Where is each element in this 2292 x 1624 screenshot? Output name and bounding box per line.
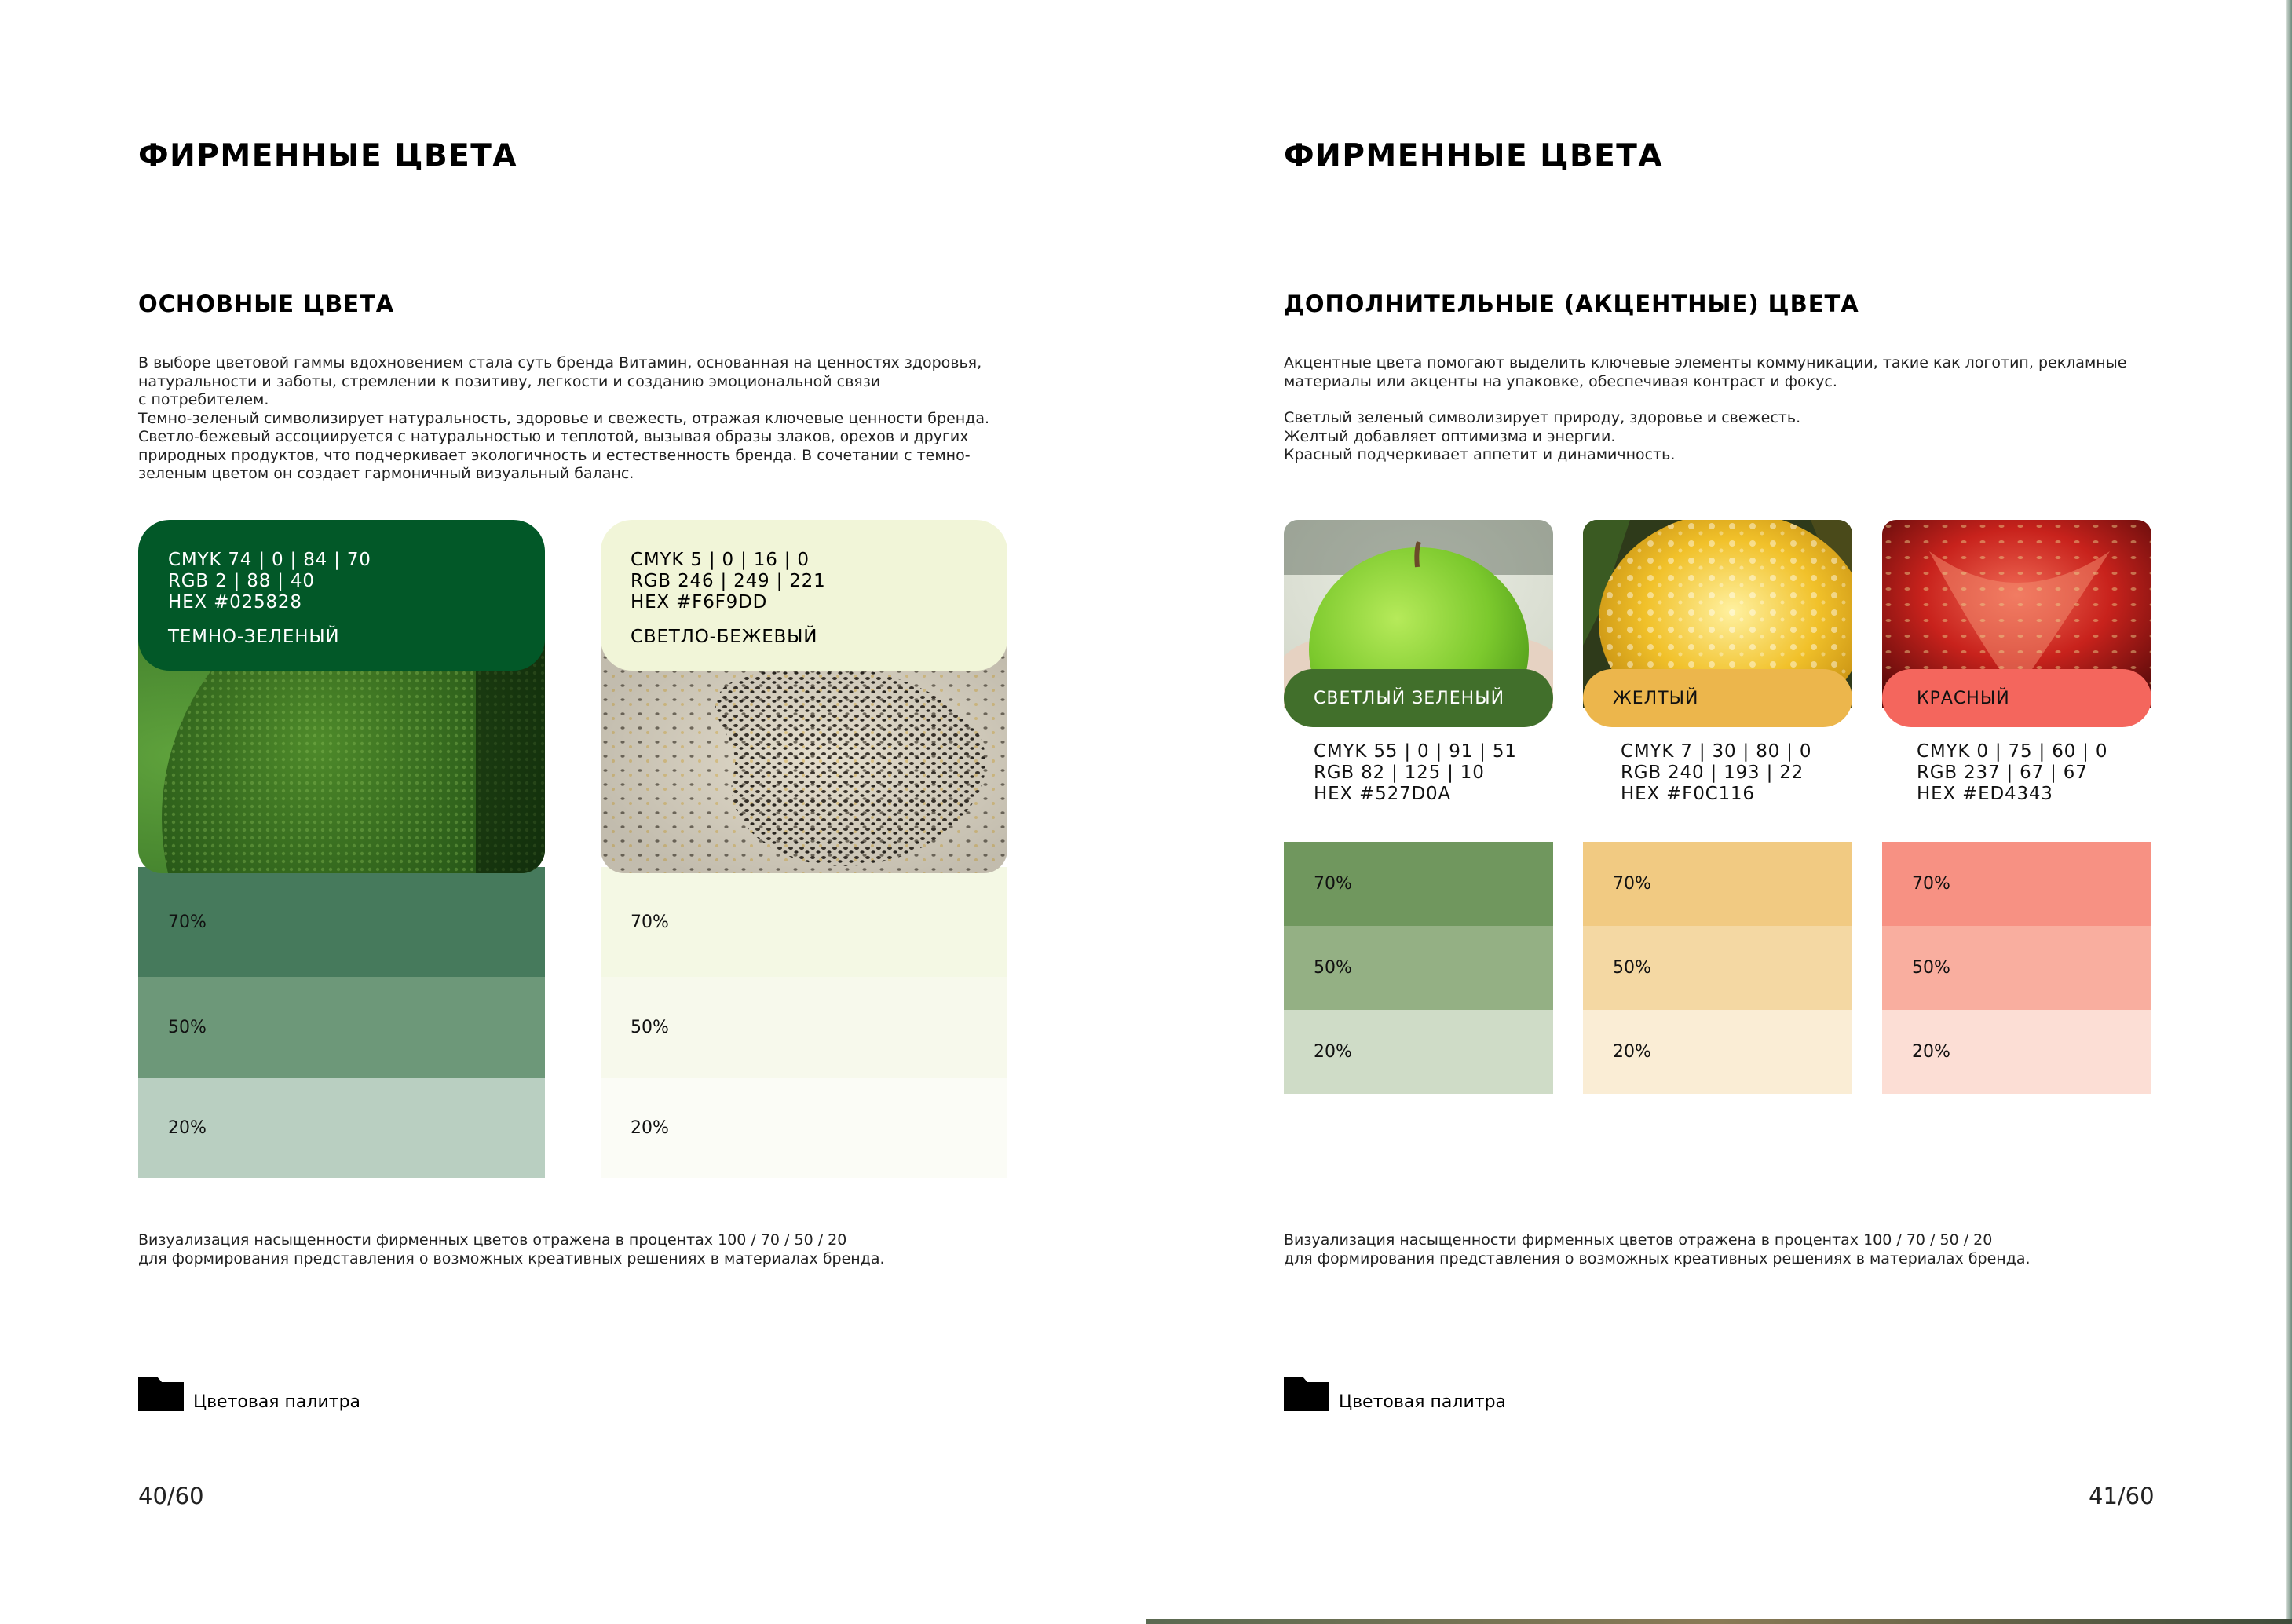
chia-pudding-photo xyxy=(601,638,1007,873)
folder-icon xyxy=(1284,1377,1329,1411)
cmyk-value: CMYK 55 | 0 | 91 | 51 xyxy=(1314,741,1517,762)
tint-swatch-20 xyxy=(1882,1010,2151,1094)
tint-label: 50% xyxy=(1613,958,1651,978)
color-specs xyxy=(1621,741,1811,805)
footer-section-label: Цветовая палитра xyxy=(1339,1392,1507,1412)
hex-value: HEX #F0C116 xyxy=(1621,784,1755,804)
tint-label: 20% xyxy=(631,1118,669,1138)
tint-swatch-50 xyxy=(1882,926,2151,1010)
hex-value: HEX #527D0A xyxy=(1314,784,1451,804)
tint-label: 50% xyxy=(168,1018,207,1037)
tint-label: 20% xyxy=(168,1118,207,1138)
right-description-line: Акцентные цвета помогают выделить ключевые элементы коммуникации, такие как логотип, рекламные xyxy=(1284,354,2127,371)
folder-icon xyxy=(138,1377,184,1411)
left-description-line: натуральности и заботы, стремлении к позитиву, легкости и созданию эмоциональной связи xyxy=(138,372,881,390)
left-page-subtitle: ОСНОВНЫЕ ЦВЕТА xyxy=(138,291,395,317)
left-description-line: природных продуктов, что подчеркивает экологичность и естественность бренда. В сочетании с темно- xyxy=(138,446,971,464)
footnote-line: Визуализация насыщенности фирменных цветов отражена в процентах 100 / 70 / 50 / 20 xyxy=(1284,1231,1993,1249)
tint-swatch-50 xyxy=(1583,926,1852,1010)
right-description-line: материалы или акценты на упаковке, обеспечивая контраст и фокус. xyxy=(1284,372,1837,390)
footnote-line: для формирования представления о возможных креативных решениях в материалах бренда. xyxy=(138,1249,885,1267)
cmyk-value: CMYK 7 | 30 | 80 | 0 xyxy=(1621,741,1812,762)
page-number: 41/60 xyxy=(2089,1483,2155,1509)
tint-label: 70% xyxy=(631,912,669,932)
tint-swatch-20 xyxy=(138,1078,545,1178)
left-description-line: Темно-зеленый символизирует натуральность, здоровье и свежесть, отражая ключевые ценности бренда. xyxy=(138,409,990,427)
tint-swatch-50 xyxy=(138,977,545,1078)
tint-label: 20% xyxy=(1314,1042,1352,1062)
right-description-line: Красный подчеркивает аппетит и динамичность. xyxy=(1284,446,1676,463)
right-footnote xyxy=(1284,1231,2031,1268)
tint-swatch-50 xyxy=(1284,926,1553,1010)
right-page-subtitle: ДОПОЛНИТЕЛЬНЫЕ (АКЦЕНТНЫЕ) ЦВЕТА xyxy=(1284,291,1859,317)
footnote-line: для формирования представления о возможных креативных решениях в материалах бренда. xyxy=(1284,1249,2031,1267)
right-description-line: Желтый добавляет оптимизма и энергии. xyxy=(1284,427,1616,445)
tint-label: 20% xyxy=(1912,1042,1950,1062)
tint-swatch-70 xyxy=(138,867,545,977)
color-header-light-beige xyxy=(601,520,1007,671)
tint-label: 50% xyxy=(1912,958,1950,978)
left-description xyxy=(138,354,989,484)
cmyk-value: CMYK 5 | 0 | 16 | 0 xyxy=(631,550,810,570)
color-name-pill: КРАСНЫЙ xyxy=(1882,669,2151,727)
color-header-dark-green xyxy=(138,520,545,671)
hex-value: HEX #025828 xyxy=(168,592,302,613)
page-bottom-edge xyxy=(1146,1619,2292,1624)
tint-label: 70% xyxy=(1912,874,1950,894)
color-name: СВЕТЛО-БЕЖЕВЫЙ xyxy=(631,627,818,647)
left-description-line: зеленым цветом он создает гармоничный визуальный баланс. xyxy=(138,465,634,482)
tint-swatch-20 xyxy=(601,1078,1007,1178)
hex-value: HEX #ED4343 xyxy=(1917,784,2053,804)
tint-swatch-70 xyxy=(1583,842,1852,926)
hex-value: HEX #F6F9DD xyxy=(631,592,768,613)
rgb-value: RGB 82 | 125 | 10 xyxy=(1314,763,1485,783)
tint-swatch-70 xyxy=(601,867,1007,977)
right-page-title: ФИРМЕННЫЕ ЦВЕТА xyxy=(1284,138,1664,174)
page-edge-shadow xyxy=(2286,0,2292,1624)
right-description-line: Светлый зеленый символизирует природу, здоровье и свежесть. xyxy=(1284,409,1801,426)
left-description-line: В выборе цветовой гаммы вдохновением стала суть бренда Витамин, основанная на ценностях здоровья, xyxy=(138,354,982,371)
tint-swatch-20 xyxy=(1284,1010,1553,1094)
tint-swatch-70 xyxy=(1882,842,2151,926)
color-specs xyxy=(1917,741,2107,805)
rgb-value: RGB 246 | 249 | 221 xyxy=(631,571,826,591)
tint-label: 70% xyxy=(1613,874,1651,894)
left-page-title: ФИРМЕННЫЕ ЦВЕТА xyxy=(138,138,518,174)
rgb-value: RGB 2 | 88 | 40 xyxy=(168,571,315,591)
cmyk-value: CMYK 0 | 75 | 60 | 0 xyxy=(1917,741,2108,762)
rgb-value: RGB 240 | 193 | 22 xyxy=(1621,763,1804,783)
rgb-value: RGB 237 | 67 | 67 xyxy=(1917,763,2088,783)
paragraph-gap xyxy=(1284,391,2126,409)
tint-label: 70% xyxy=(168,912,207,932)
tint-label: 70% xyxy=(1314,874,1352,894)
right-description xyxy=(1284,354,2126,465)
color-name-pill: СВЕТЛЫЙ ЗЕЛЕНЫЙ xyxy=(1284,669,1553,727)
avocado-photo xyxy=(138,638,545,873)
page-number: 40/60 xyxy=(138,1483,204,1509)
tint-swatch-50 xyxy=(601,977,1007,1078)
footnote-line: Визуализация насыщенности фирменных цветов отражена в процентах 100 / 70 / 50 / 20 xyxy=(138,1231,847,1249)
tint-swatch-20 xyxy=(1583,1010,1852,1094)
left-footnote xyxy=(138,1231,885,1268)
tint-label: 20% xyxy=(1613,1042,1651,1062)
left-description-line: Светло-бежевый ассоциируется с натуральностью и теплотой, вызывая образы злаков, орехов и других xyxy=(138,428,969,445)
tint-label: 50% xyxy=(1314,958,1352,978)
color-name: ТЕМНО-ЗЕЛЕНЫЙ xyxy=(168,627,340,647)
tint-label: 50% xyxy=(631,1018,669,1037)
color-name-pill: ЖЕЛТЫЙ xyxy=(1583,669,1852,727)
tint-swatch-70 xyxy=(1284,842,1553,926)
left-description-line: с потребителем. xyxy=(138,391,269,408)
footer-section-label: Цветовая палитра xyxy=(193,1392,361,1412)
color-specs xyxy=(1314,741,1517,805)
cmyk-value: CMYK 74 | 0 | 84 | 70 xyxy=(168,550,371,570)
